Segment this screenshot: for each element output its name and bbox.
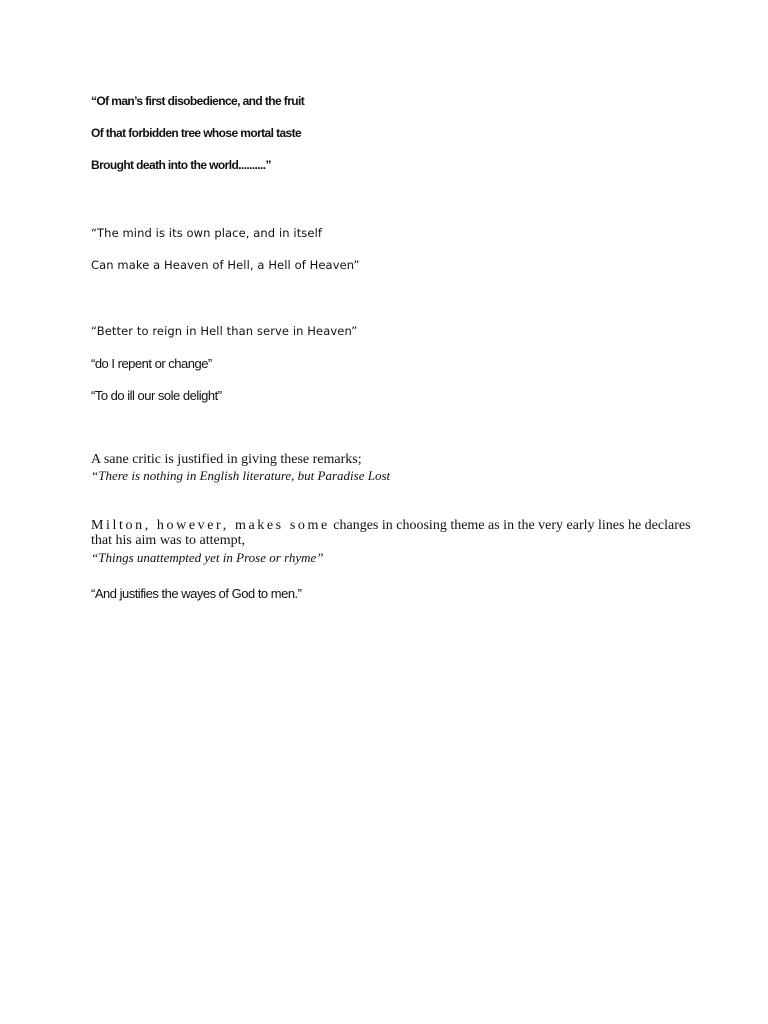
quote-line: Of that forbidden tree whose mortal taste	[91, 126, 302, 140]
quote-line: Can make a Heaven of Hell, a Hell of Heaven”	[91, 258, 360, 272]
quote-line: “Of man’s first disobedience, and the fruit	[91, 94, 305, 108]
quote-line: “do I repent or change”	[91, 356, 212, 371]
quote-line: “Better to reign in Hell than serve in Heaven”	[91, 324, 358, 338]
milton-quote: “Things unattempted yet in Prose or rhyme”	[91, 550, 324, 565]
quote-line: “The mind is its own place, and in itself	[91, 226, 323, 240]
milton-paragraph-rest: changes in choosing theme as in the very early lines he declares that his aim was to attempt,	[91, 518, 691, 548]
critic-quote: “There is nothing in English literature, but Paradise Lost	[91, 468, 391, 483]
milton-spaced-words: Milton, however, makes some	[91, 518, 330, 533]
milton-paragraph	[91, 518, 691, 548]
quote-line: “To do ill our sole delight”	[91, 388, 222, 403]
quote-line: Brought death into the world..........”	[91, 158, 271, 172]
closing-quote: “And justifies the wayes of God to men.”	[91, 586, 302, 601]
critic-intro: A sane critic is justified in giving these remarks;	[91, 452, 362, 467]
